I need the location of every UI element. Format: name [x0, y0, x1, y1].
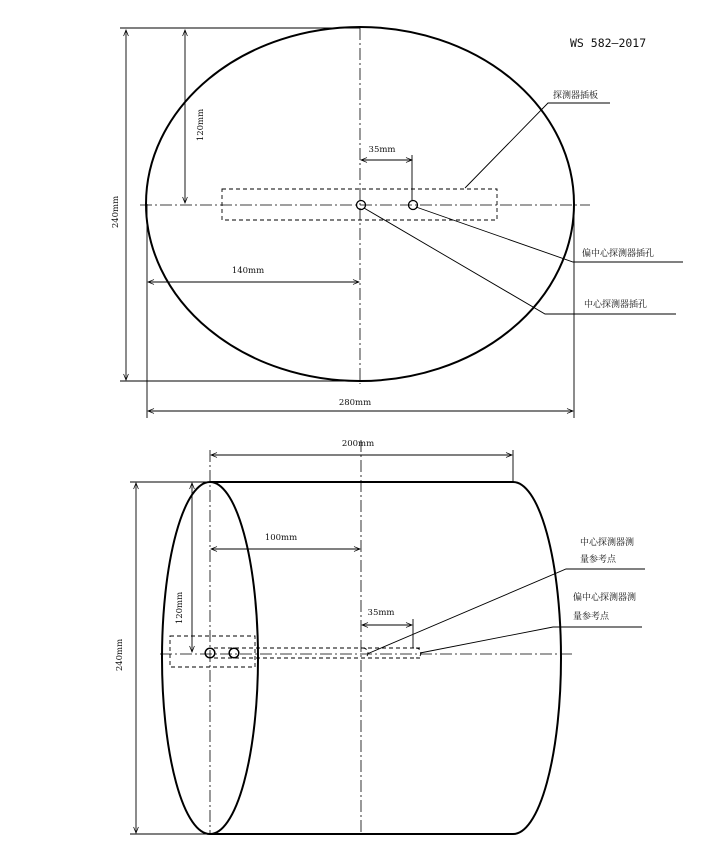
dim-label-35mm-side: 35mm: [367, 608, 395, 618]
dim-label-280mm: 280mm: [338, 398, 372, 408]
label-center-point-line2: 量参考点: [580, 555, 617, 565]
label-offcenter-point-line2: 量参考点: [573, 612, 610, 622]
standard-code: WS 582—2017: [570, 36, 647, 50]
dim-label-120mm-top: 120mm: [196, 108, 206, 142]
side-detector-plate-outline: [170, 636, 255, 667]
label-detector-plate: 探测器插板: [553, 91, 599, 101]
detector-plate-outline: [222, 189, 497, 220]
label-center-hole: 中心探测器插孔: [584, 300, 648, 310]
side-view: [115, 439, 645, 835]
center-channel-end: [363, 648, 368, 658]
dim-label-240mm-top: 240mm: [111, 195, 121, 229]
side-offcenter-detector-hole: [229, 648, 239, 658]
dim-label-240mm-side: 240mm: [115, 638, 125, 672]
label-offcenter-hole: 偏中心探测器插孔: [582, 249, 655, 259]
label-center-point-line1: 中心探测器测: [580, 538, 635, 548]
dim-label-100mm: 100mm: [264, 533, 298, 543]
leader-center-hole: [364, 208, 676, 314]
top-view: [111, 27, 683, 418]
dim-label-120mm-side: 120mm: [175, 591, 185, 625]
dim-label-200mm: 200mm: [341, 439, 375, 449]
leader-offcenter-measurement-point: [420, 627, 642, 653]
leader-detector-plate: [465, 103, 610, 188]
dim-label-35mm-top: 35mm: [368, 145, 396, 155]
label-offcenter-point-line1: 偏中心探测器测: [573, 593, 637, 603]
dim-label-140mm: 140mm: [231, 266, 265, 276]
